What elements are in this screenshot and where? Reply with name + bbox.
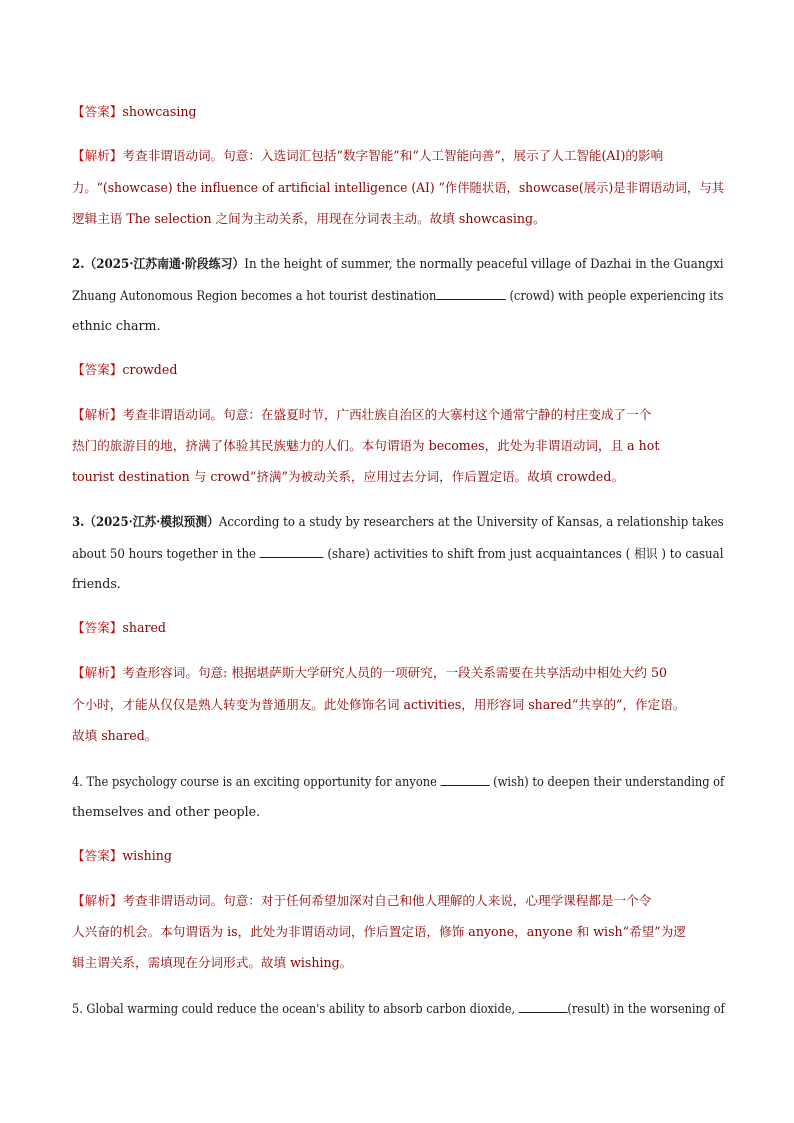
question-number: 3. (72, 514, 85, 529)
answer-line (72, 620, 724, 636)
question-text: (crowd) with people experiencing its (509, 288, 724, 303)
question-text: (result) in the worsening of (567, 1001, 725, 1016)
answer-tag: 【答案】 (72, 848, 123, 863)
answer-text: crowded (122, 362, 178, 377)
question-text: In the height of summer, the normally peaceful village of Dazhai in the Guangxi (244, 256, 724, 271)
question-text: friends. (72, 576, 121, 591)
answer-text: wishing (122, 848, 172, 863)
analysis-text: tourist destination 与 crowd“挤满”为被动关系，应用过去分词，作后置定语。故填 crowded。 (72, 469, 625, 484)
answer-tag: 【答案】 (72, 620, 123, 635)
answer-tag: 【答案】 (72, 104, 123, 119)
question-line (72, 514, 724, 530)
analysis-text: 人兴奋的机会。本句谓语为 is，此处为非谓语动词，作后置定语，修饰 anyone，anyone 和 wish“希望”为逻 (72, 924, 686, 939)
question-source: （2025·江苏南通·阶段练习） (84, 256, 245, 271)
analysis-tag: 【解析】 (72, 893, 123, 908)
analysis-line (72, 893, 724, 909)
analysis-line (72, 407, 724, 423)
question-text: According to a study by researchers at the University of Kansas, a relationship takes (218, 514, 724, 529)
question-line (72, 545, 724, 562)
analysis-line (72, 148, 724, 164)
question-text: themselves and other people. (72, 804, 261, 819)
analysis-text: 考查非谓语动词。句意：入选词汇包括“数字智能”和“人工智能向善”，展示了人工智能(AI)的影响 (122, 148, 664, 163)
analysis-text: 逻辑主语 The selection 之间为主动关系，用现在分词表主动。故填 showcasing。 (72, 211, 546, 226)
question-text: (wish) to deepen their understanding of (493, 774, 725, 789)
answer-blank (519, 1000, 568, 1013)
analysis-text: 考查非谓语动词。句意：在盛夏时节，广西壮族自治区的大寨村这个通常宁静的村庄变成了一个 (122, 407, 652, 422)
analysis-text: 辑主谓关系，需填现在分词形式。故填 wishing。 (72, 955, 353, 970)
analysis-text: 力。“(showcase) the influence of artificial intelligence (AI) ”作伴随状语，showcase(展示)是非谓语动词，与其 (72, 180, 724, 195)
question-number: 4 (72, 774, 80, 789)
answer-tag: 【答案】 (72, 362, 123, 377)
answer-blank (260, 545, 324, 558)
analysis-text: 个小时，才能从仅仅是熟人转变为普通朋友。此处修饰名词 activities，用形容词 shared“共享的”，作定语。 (72, 697, 686, 712)
answer-text: showcasing (122, 104, 197, 119)
question-text: ethnic charm. (72, 318, 161, 333)
analysis-text: 故填 shared。 (72, 728, 158, 743)
question-line (72, 256, 724, 272)
answer-blank (436, 287, 505, 300)
analysis-tag: 【解析】 (72, 148, 123, 163)
question-text: about 50 hours together in the (72, 546, 257, 561)
question-number: 2. (72, 256, 85, 271)
analysis-text: 考查形容词。句意: 根据堪萨斯大学研究人员的一项研究，一段关系需要在共享活动中相处大约 50 (122, 665, 667, 680)
question-number: 5 (72, 1001, 80, 1016)
question-line (72, 1000, 725, 1017)
question-text: . The psychology course is an exciting opportunity for anyone (79, 774, 437, 789)
answer-blank (440, 773, 489, 786)
question-text: (share) activities to shift from just acquaintances ( 相识 ) to casual (327, 546, 724, 561)
answer-line (72, 104, 724, 120)
question-line (72, 287, 724, 304)
answer-line (72, 848, 724, 864)
question-text: Zhuang Autonomous Region becomes a hot tourist destination (72, 288, 437, 303)
question-line (72, 773, 725, 790)
analysis-tag: 【解析】 (72, 407, 123, 422)
analysis-tag: 【解析】 (72, 665, 123, 680)
analysis-line (72, 665, 724, 681)
question-text: . Global warming could reduce the ocean's ability to absorb carbon dioxide, (79, 1001, 516, 1016)
question-source: （2025·江苏·模拟预测） (84, 514, 219, 529)
analysis-text: 考查非谓语动词。句意：对于任何希望加深对自己和他人理解的人来说，心理学课程都是一个令 (122, 893, 652, 908)
answer-line (72, 362, 724, 378)
answer-text: shared (122, 620, 166, 635)
analysis-text: 热门的旅游目的地，挤满了体验其民族魅力的人们。本句谓语为 becomes，此处为非谓语动词，且 a hot (72, 438, 660, 453)
